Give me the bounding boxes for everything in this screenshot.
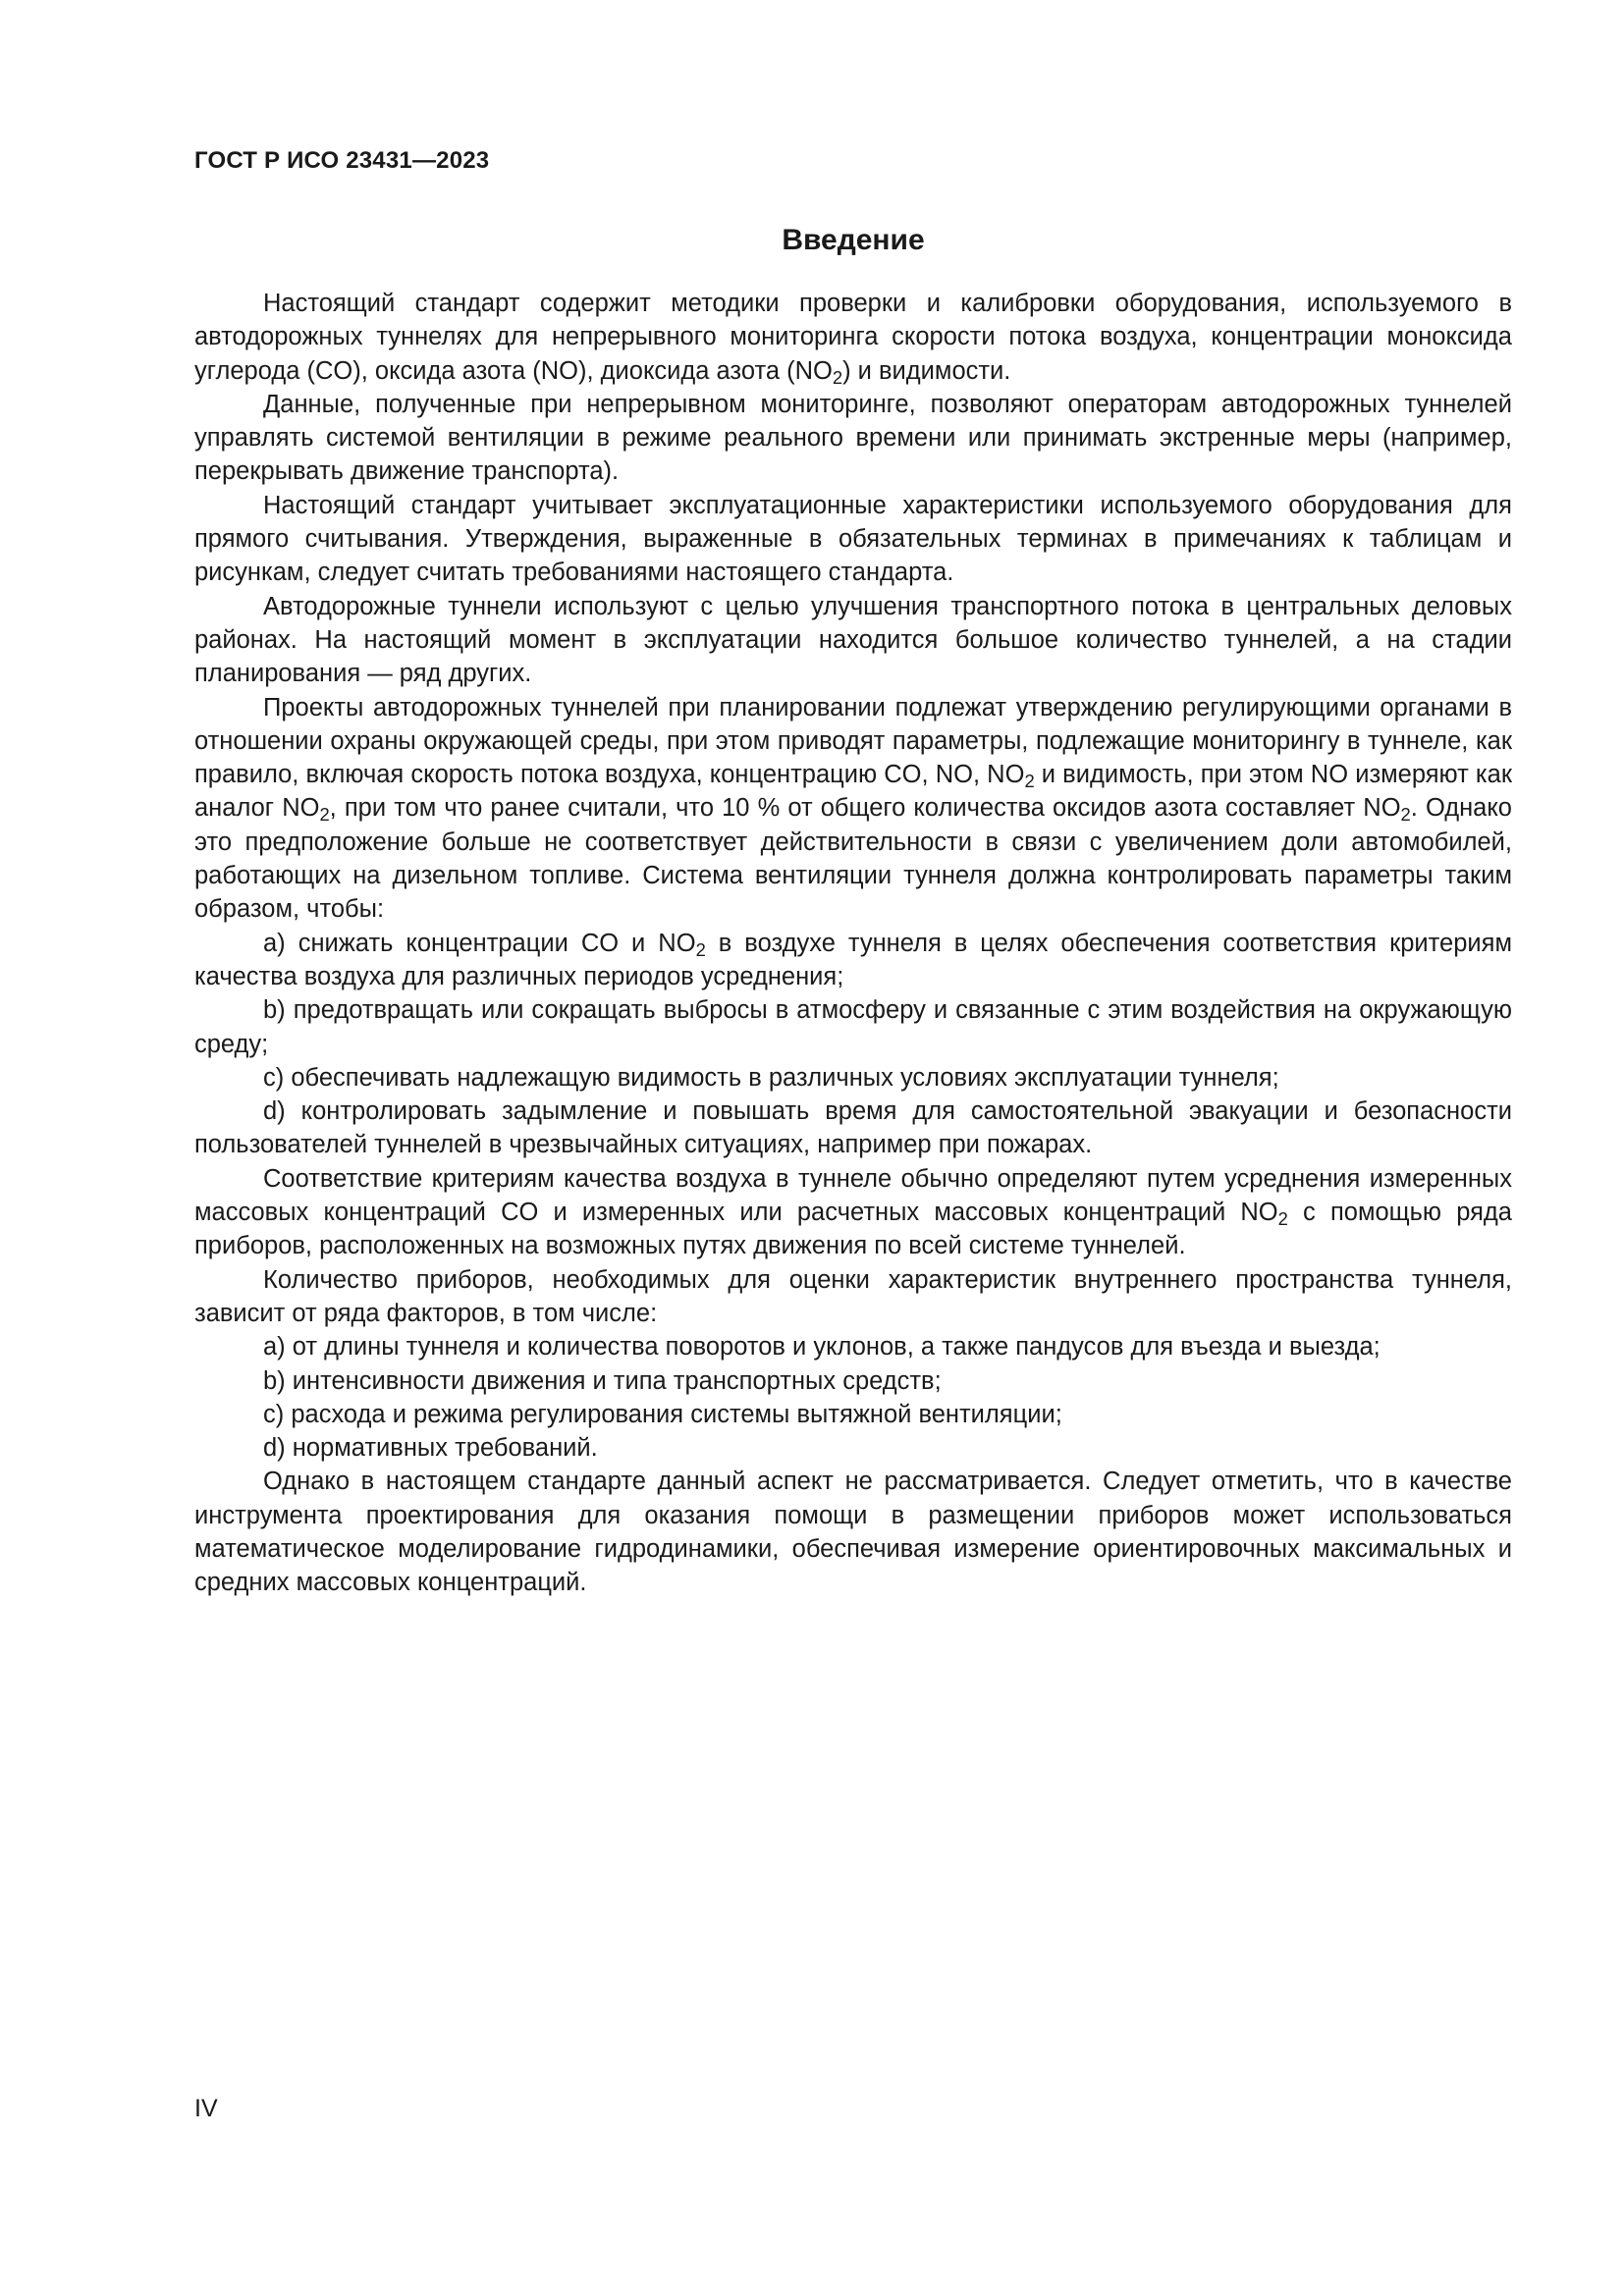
list-item: b) интенсивности движения и типа транспортных средств;	[263, 1366, 942, 1395]
list-item: a) снижать концентрации CO и $NO_2$ в воздухе туннеля в целях обеспечения соответствия критериям качества воздуха для различных периодов усреднения;	[194, 929, 1513, 990]
list-item: a) от длины туннеля и количества поворотов и уклонов, а также пандусов для въезда и выезда;	[263, 1333, 1380, 1362]
list-item: c) расхода и режима регулирования системы вытяжной вентиляции;	[263, 1400, 1062, 1428]
paragraph: Данные, полученные при непрерывном мониторинге, позволяют операторам автодорожных туннелей управлять системой вентиляции в режиме реального времени или принимать экстренные меры (например, перекрывать движение транспорта).	[194, 390, 1512, 486]
list-item: d) контролировать задымление и повышать время для самостоятельной эвакуации и безопасности пользователей туннелей в чрезвычайных ситуациях, например при пожарах.	[194, 1097, 1512, 1159]
paragraph: Настоящий стандарт содержит методики проверки и калибровки оборудования, используемого в автодорожных туннелях для непрерывного мониторинга скорости потока воздуха, концентрации моноксида углерода (CO), оксида азота (NO), диоксида азота $(NO_2)$ и видимости.	[194, 290, 1512, 388]
paragraph: Проекты автодорожных туннелей при планировании подлежат утверждению регулирующими органами в отношении охраны окружающей среды, при этом приводят параметры, подлежащие мониторингу в туннеле, как правило, включая скорость потока воздуха, концентрацию CO, NO, $NO_2$ и видимость, при этом NO измеряют как аналог $NO_2$, при том что ранее считали, что 10 % от общего количества оксидов азота составляет $NO_2$. Однако это предположение больше не соответствует действительности в связи с увеличением доли автомобилей, работающих на дизельном топливе. Система вентиляции туннеля должна контролировать параметры таким образом, чтобы:	[194, 693, 1512, 924]
page-number: IV	[194, 2095, 218, 2122]
paragraph: Настоящий стандарт учитывает эксплуатационные характеристики используемого оборудования для прямого считывания. Утверждения, выраженные в обязательных терминах в примечаниях к таблицам и рисункам, следует считать требованиями настоящего стандарта.	[194, 491, 1512, 587]
paragraph: Однако в настоящем стандарте данный аспект не рассматривается. Следует отметить, что в качестве инструмента проектирования для оказания помощи в размещении приборов может использоваться математическое моделирование гидродинамики, обеспечивая измерение ориентировочных максимальных и средних массовых концентраций.	[194, 1468, 1512, 1597]
section-title: Введение	[782, 224, 925, 256]
list-marker: d)	[263, 1434, 286, 1463]
list-item: b) предотвращать или сокращать выбросы в атмосферу и связанные с этим воздействия на окружающую среду;	[194, 996, 1512, 1058]
list-marker: b)	[263, 996, 286, 1025]
paragraph: Количество приборов, необходимых для оценки характеристик внутреннего пространства туннеля, зависит от ряда факторов, в том числе:	[194, 1265, 1512, 1327]
section-body	[194, 287, 1512, 1600]
list-item: c) обеспечивать надлежащую видимость в различных условиях эксплуатации туннеля;	[263, 1063, 1279, 1092]
list-marker: a)	[263, 929, 286, 957]
paragraph: Автодорожные туннели используют с целью улучшения транспортного потока в центральных деловых районах. На настоящий момент в эксплуатации находится большое количество туннелей, а на стадии планирования — ряд других.	[194, 592, 1512, 688]
paragraph: Соответствие критериям качества воздуха в туннеле обычно определяют путем усреднения измеренных массовых концентраций CO и измеренных или расчетных массовых концентраций $NO_2$ с помощью ряда приборов, расположенных на возможных путях движения по всей системе туннелей.	[194, 1164, 1512, 1260]
document-header: ГОСТ Р ИСО 23431—2023	[194, 147, 490, 174]
list-marker: c)	[263, 1400, 285, 1428]
list-marker: d)	[263, 1097, 286, 1126]
list-marker: a)	[263, 1333, 286, 1362]
list-marker: c)	[263, 1063, 285, 1092]
list-marker: b)	[263, 1366, 286, 1395]
list-item: d) нормативных требований.	[263, 1434, 598, 1463]
